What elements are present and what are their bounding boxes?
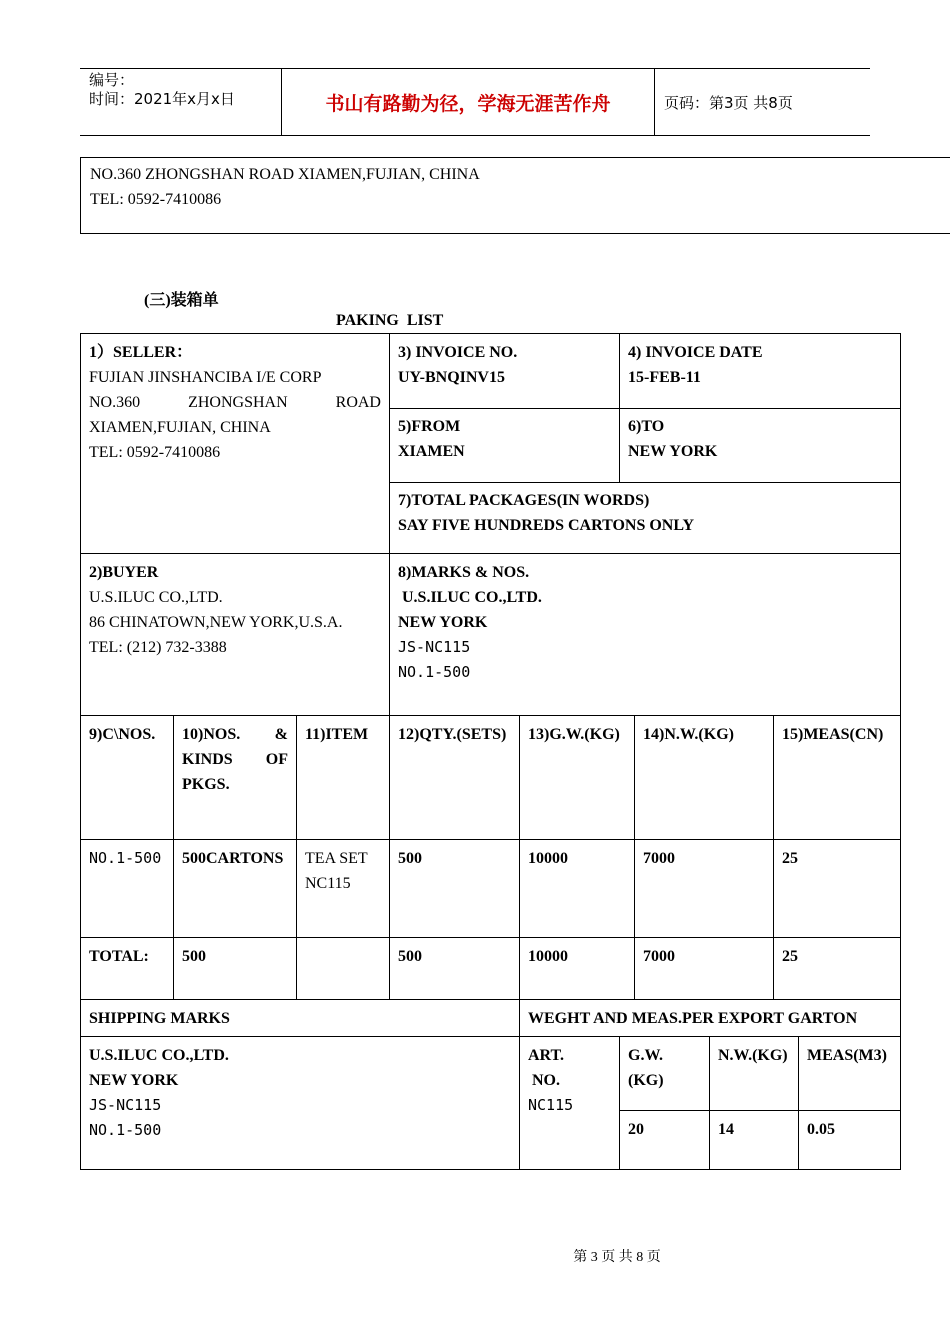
shipping-marks-cell [81, 1037, 519, 1149]
address-box [80, 157, 950, 234]
column-header-pkgs-part: & [274, 726, 288, 743]
shipping-marks-line-2: NEW YORK [89, 1072, 179, 1089]
to-cell [620, 408, 900, 470]
column-header-meas: 15)MEAS(CN) [782, 726, 884, 743]
art-no-label-1: ART. [528, 1047, 565, 1064]
column-header-item: 11)ITEM [305, 726, 369, 743]
meas-value: 0.05 [807, 1121, 835, 1138]
seller-label: 1）SELLER： [89, 344, 193, 361]
seller-address-part: NO.360 [89, 394, 141, 411]
header-motto: 书山有路勤为径，学海无涯苦作舟 [325, 93, 611, 115]
invoice-date-label: 4) INVOICE DATE [628, 344, 763, 361]
total-qty: 500 [398, 948, 422, 965]
gw-value: 20 [628, 1121, 644, 1138]
from-label: 5)FROM [398, 418, 461, 435]
seller-tel: TEL: 0592-7410086 [89, 444, 221, 461]
column-header-pkgs-part: KINDS [182, 751, 233, 768]
seller-address-part: ROAD [335, 394, 381, 411]
seller-address-2: XIAMEN,FUJIAN, CHINA [89, 419, 271, 436]
art-no-value: NC115 [528, 1096, 574, 1114]
total-packages-cell [390, 482, 900, 544]
invoice-date-value: 15-FEB-11 [628, 369, 701, 386]
seller-name: FUJIAN JINSHANCIBA I/E CORP [89, 369, 322, 386]
row-gw: 10000 [528, 850, 568, 867]
marks-line-3: JS-NC115 [398, 638, 471, 656]
row-item-line-2: NC115 [305, 875, 351, 892]
from-cell [390, 408, 619, 470]
art-no-label-2: NO. [532, 1072, 560, 1089]
total-gw: 10000 [528, 948, 568, 965]
invoice-date-cell [620, 334, 900, 396]
from-value: XIAMEN [398, 443, 465, 460]
row-qty: 500 [398, 850, 422, 867]
to-value: NEW YORK [628, 443, 718, 460]
gw-label-2: (KG) [628, 1072, 664, 1089]
row-meas: 25 [782, 850, 798, 867]
buyer-name: U.S.ILUC CO.,LTD. [89, 589, 223, 606]
column-header-pkgs-part: PKGS. [182, 776, 230, 793]
invoice-no-cell [390, 334, 619, 396]
row-item-line-1: TEA SET [305, 850, 368, 867]
marks-line-4: NO.1-500 [398, 663, 471, 681]
column-header-pkgs-part: 10)NOS. [182, 726, 241, 743]
address-line-2: TEL: 0592-7410086 [90, 191, 222, 208]
total-label: TOTAL: [89, 948, 149, 965]
marks-label: 8)MARKS & NOS. [398, 564, 530, 581]
shipping-marks-line-3: JS-NC115 [89, 1096, 162, 1114]
shipping-marks-line-4: NO.1-500 [89, 1121, 162, 1139]
nw-header-cell: N.W.(KG) [718, 1047, 788, 1064]
page-footer: 第 3 页 共 8 页 [573, 1250, 661, 1265]
column-header-qty: 12)QTY.(SETS) [398, 726, 507, 743]
row-pkgs: 500CARTONS [182, 850, 284, 867]
total-pkgs: 500 [182, 948, 206, 965]
weight-meas-label: WEGHT AND MEAS.PER EXPORT GARTON [528, 1010, 858, 1027]
column-header-gw: 13)G.W.(KG) [528, 726, 620, 743]
invoice-no-label: 3) INVOICE NO. [398, 344, 518, 361]
invoice-no-value: UY-BNQINV15 [398, 369, 505, 386]
marks-line-2: NEW YORK [398, 614, 488, 631]
marks-line-1: U.S.ILUC CO.,LTD. [402, 589, 542, 606]
marks-cell [390, 554, 900, 691]
buyer-tel: TEL: (212) 732-3388 [89, 639, 227, 656]
seller-address-part: ZHONGSHAN [188, 394, 288, 411]
column-header-pkgs [174, 716, 296, 803]
shipping-marks-line-1: U.S.ILUC CO.,LTD. [89, 1047, 229, 1064]
section-title: (三)装箱单 [144, 292, 219, 309]
total-nw: 7000 [643, 948, 675, 965]
row-item [297, 840, 389, 902]
buyer-address: 86 CHINATOWN,NEW YORK,U.S.A. [89, 614, 343, 631]
row-cnos: NO.1-500 [89, 849, 162, 867]
header-time-label: 时间：2021年x月x日 [89, 90, 235, 108]
header-page-label: 页码：第3页 共8页 [664, 94, 793, 112]
buyer-label: 2)BUYER [89, 564, 159, 581]
total-packages-label: 7)TOTAL PACKAGES(IN WORDS) [398, 492, 650, 509]
header-number-label: 编号： [89, 71, 135, 89]
total-packages-value: SAY FIVE HUNDREDS CARTONS ONLY [398, 517, 695, 534]
column-header-nw: 14)N.W.(KG) [643, 726, 734, 743]
seller-cell [81, 334, 389, 471]
row-nw: 7000 [643, 850, 675, 867]
art-no-cell [520, 1037, 619, 1124]
shipping-marks-label: SHIPPING MARKS [89, 1010, 230, 1027]
column-header-pkgs-part: OF [265, 751, 288, 768]
buyer-cell [81, 554, 389, 666]
address-line-1: NO.360 ZHONGSHAN ROAD XIAMEN,FUJIAN, CHINA [90, 166, 480, 183]
gw-header-cell [620, 1037, 709, 1099]
nw-value: 14 [718, 1121, 734, 1138]
total-meas: 25 [782, 948, 798, 965]
document-title: PAKING LIST [336, 312, 444, 329]
column-header-cnos: 9)C\NOS. [89, 726, 156, 743]
to-label: 6)TO [628, 418, 665, 435]
meas-header-cell: MEAS(M3) [807, 1047, 887, 1064]
gw-label-1: G.W. [628, 1047, 663, 1064]
seller-address-line [89, 390, 381, 415]
